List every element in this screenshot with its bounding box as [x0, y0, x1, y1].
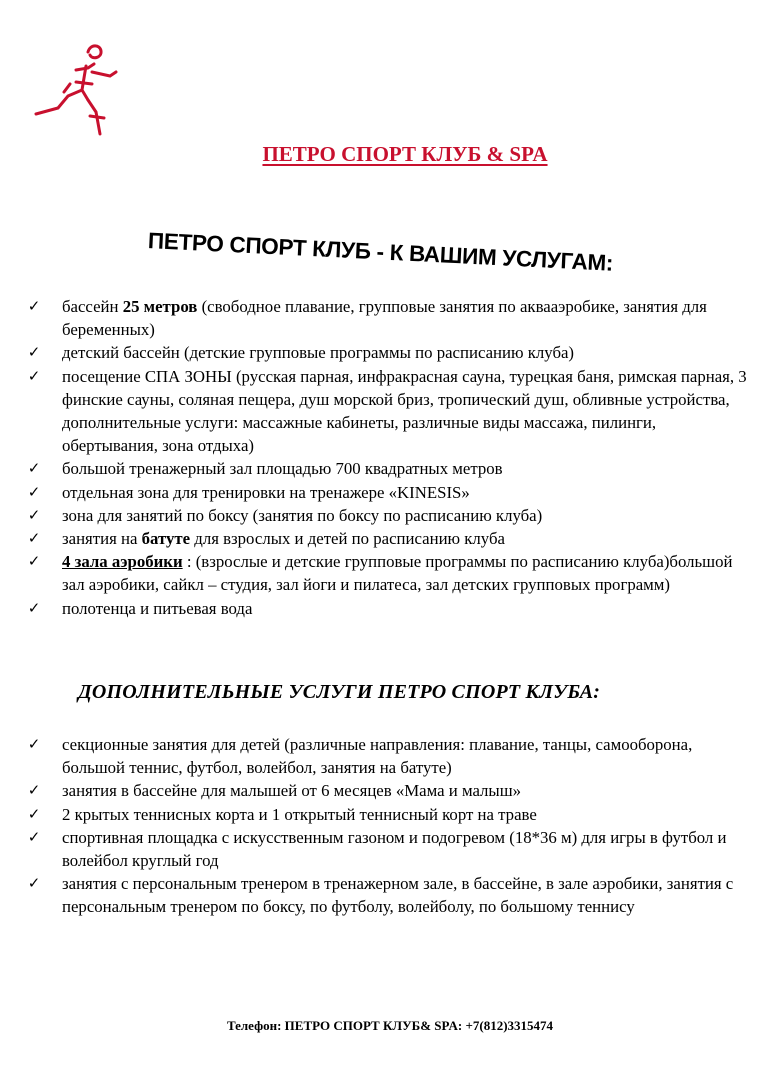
check-mark-icon: ✓ [27, 459, 41, 478]
club-title: ПЕТРО СПОРТ КЛУБ & SPA [262, 142, 548, 166]
logo-leg-back [36, 90, 82, 114]
list-item: ✓ бассейн 25 метров (свободное плавание, групповые занятия по аквааэробике, занятия для беременных) [0, 295, 768, 341]
list-item: ✓ занятия на батуте для взрослых и детей по расписанию клуба [0, 527, 768, 550]
check-mark-icon: ✓ [27, 482, 41, 501]
list-item: ✓ большой тренажерный зал площадью 700 квадратных метров [0, 457, 768, 480]
check-mark-icon: ✓ [27, 735, 41, 753]
list-item: ✓ спортивная площадка с искусственным газоном и подогревом (18*36 м) для игры в футбол и волейбол круглый год [0, 826, 768, 872]
list-item: ✓ посещение СПА ЗОНЫ (русская парная, инфракрасная сауна, турецкая баня, римская парная, 3 финские сауны, соляная пещера, душ морской бриз, тропический душ, обливные устройства, дополнительные услуги: массажные кабинеты, различные виды массажа, пилинги, обертывания, зона отдыха) [0, 365, 768, 458]
services-heading: ПЕТРО СПОРТ КЛУБ - К ВАШИМ УСЛУГАМ: [147, 228, 614, 276]
check-mark-icon: ✓ [27, 804, 41, 823]
club-logo [30, 38, 125, 148]
list-item: ✓ зона для занятий по боксу (занятия по боксу по расписанию клуба) [0, 504, 768, 527]
logo-head [88, 46, 101, 58]
logo-waist [76, 82, 92, 84]
list-item: ✓ занятия с персональным тренером в тренажерном зале, в бассейне, в зале аэробики, занятия с персональным тренером по боксу, по футболу, волейболу, по большому теннису [0, 872, 768, 918]
list-item: ✓ секционные занятия для детей (различные направления: плавание, танцы, самооборона, большой теннис, футбол, волейбол, занятия на батуте) [0, 733, 768, 779]
list-item: ✓ детский бассейн (детские групповые программы по расписанию клуба) [0, 341, 768, 364]
check-mark-icon: ✓ [27, 343, 41, 362]
check-mark-icon: ✓ [27, 598, 41, 617]
check-mark-icon: ✓ [27, 529, 41, 548]
check-mark-icon: ✓ [27, 781, 41, 800]
list-item: ✓ 2 крытых теннисных корта и 1 открытый теннисный корт на траве [0, 803, 768, 826]
check-mark-icon: ✓ [27, 505, 41, 524]
logo-foot [90, 116, 104, 118]
logo-knee [64, 84, 70, 92]
extra-services-list [0, 733, 768, 919]
check-mark-icon: ✓ [27, 366, 41, 385]
list-item: ✓ 4 зала аэробики : (взрослые и детские групповые программы по расписанию клуба)большой зал аэробики, сайкл – студия, зал йоги и пилатеса, зал детских групповых программ) [0, 550, 768, 596]
check-mark-icon: ✓ [27, 827, 41, 846]
check-mark-icon: ✓ [27, 297, 41, 315]
list-item: ✓ отдельная зона для тренировки на тренажере «KINESIS» [0, 481, 768, 504]
main-services-list [0, 295, 768, 620]
check-mark-icon: ✓ [27, 552, 41, 571]
phone-footer: Телефон: ПЕТРО СПОРТ КЛУБ& SPA: +7(812)3315474 [226, 1018, 554, 1033]
logo-arm-right [92, 72, 116, 76]
check-mark-icon: ✓ [27, 874, 41, 893]
list-item: ✓ полотенца и питьевая вода [0, 597, 768, 620]
extra-services-heading: ДОПОЛНИТЕЛЬНЫЕ УСЛУГИ ПЕТРО СПОРТ КЛУБА: [78, 681, 601, 703]
list-item: ✓ занятия в бассейне для малышей от 6 месяцев «Мама и малыш» [0, 779, 768, 802]
